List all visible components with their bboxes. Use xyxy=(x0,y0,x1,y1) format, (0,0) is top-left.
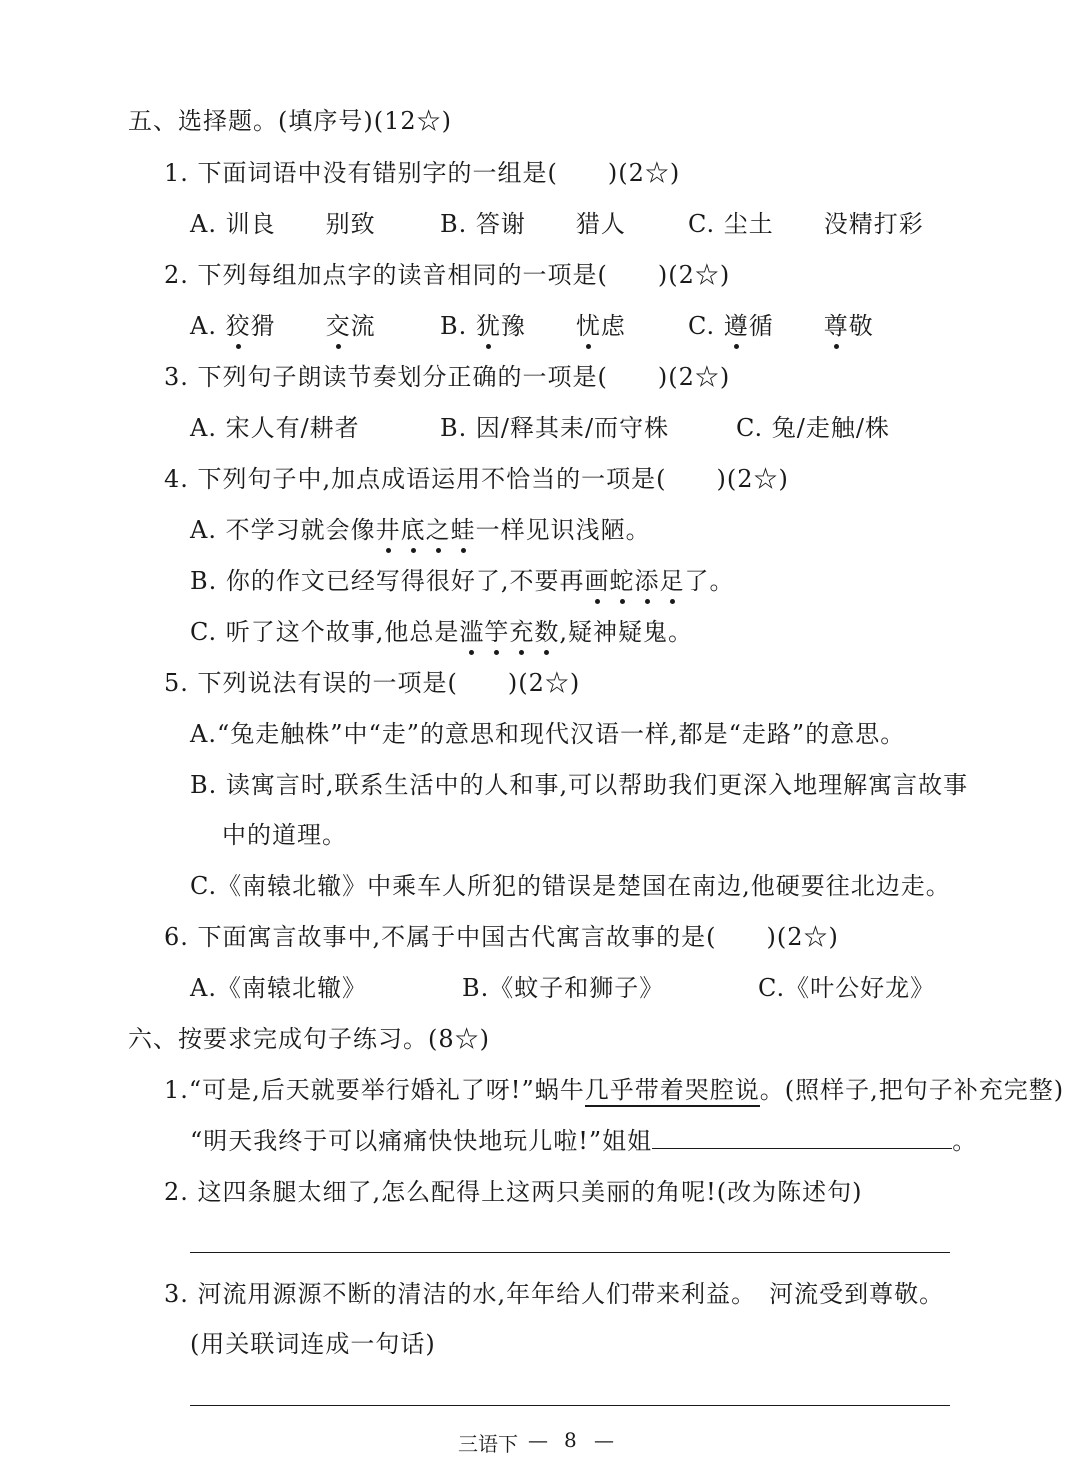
option-text: 一样见识浅陋。 xyxy=(475,516,651,544)
q6-3-answer-line[interactable] xyxy=(190,1405,950,1406)
plain-char: 敬 xyxy=(848,312,874,340)
dotted-char: 竽 xyxy=(484,615,509,649)
q5-1-option-a: A. 训良 别致 xyxy=(190,210,376,238)
q5-6-stem: 6. 下面寓言故事中,不属于中国古代寓言故事的是( )(2☆) xyxy=(164,923,839,951)
dotted-char: 数 xyxy=(534,615,559,649)
q5-4-stem: 4. 下列句子中,加点成语运用不恰当的一项是( )(2☆) xyxy=(164,465,789,493)
q5-2-option-c xyxy=(688,309,874,343)
dotted-char: 画 xyxy=(585,564,610,598)
q5-6-option-a: A.《南辕北辙》 xyxy=(190,974,367,1002)
footer-book: 三语下 xyxy=(458,1432,518,1456)
q5-5-option-c: C.《南辕北辙》中乘车人所犯的错误是楚国在南边,他硬要往北边走。 xyxy=(190,872,951,900)
plain-char: 循 xyxy=(748,312,774,340)
q6-1-exercise xyxy=(190,1124,977,1158)
q5-1-option-c: C. 尘土 没精打彩 xyxy=(688,210,924,238)
underlined-example: 几乎带着哭腔说 xyxy=(585,1076,760,1107)
dotted-char: 充 xyxy=(509,615,534,649)
q5-4-option-a xyxy=(190,513,651,547)
dotted-char: 交 xyxy=(326,309,351,343)
dotted-char: 蛙 xyxy=(451,513,476,547)
q5-3-stem: 3. 下列句子朗读节奏划分正确的一项是( )(2☆) xyxy=(164,363,731,391)
plain-char: 猾 xyxy=(250,312,276,340)
option-text: C. 听了这个故事,他总是 xyxy=(190,618,460,646)
q5-3-option-a: A. 宋人有/耕者 xyxy=(190,414,360,442)
period: 。 xyxy=(952,1127,978,1155)
option-text: 了。 xyxy=(684,567,735,595)
q6-1-exercise-text: “明天我终于可以痛痛快快地玩儿啦!”姐姐 xyxy=(190,1127,653,1155)
footer-dash: — xyxy=(594,1428,614,1452)
q5-6-option-b: B.《蚊子和狮子》 xyxy=(462,974,665,1002)
dotted-char: 尊 xyxy=(824,309,849,343)
q5-3-option-b: B. 因/释其耒/而守株 xyxy=(440,414,670,442)
q5-1-stem: 1. 下面词语中没有错别字的一组是( )(2☆) xyxy=(164,159,681,187)
q6-3-note: (用关联词连成一句话) xyxy=(190,1330,436,1358)
option-text: A. 不学习就会像 xyxy=(190,516,376,544)
q5-2-option-b xyxy=(440,309,626,343)
q6-3-stem: 3. 河流用源源不断的清洁的水,年年给人们带来利益。 河流受到尊敬。 xyxy=(164,1280,945,1308)
section-6-title: 六、按要求完成句子练习。(8☆) xyxy=(128,1025,490,1053)
q5-5-option-a: A.“兔走触株”中“走”的意思和现代汉语一样,都是“走路”的意思。 xyxy=(190,720,906,748)
q5-4-option-b xyxy=(190,564,735,598)
q5-5-stem: 5. 下列说法有误的一项是( )(2☆) xyxy=(164,669,581,697)
option-letter: A. xyxy=(190,312,226,340)
q5-2-stem: 2. 下列每组加点字的读音相同的一项是( )(2☆) xyxy=(164,261,731,289)
section-5-title: 五、选择题。(填序号)(12☆) xyxy=(128,107,452,135)
option-letter: C. xyxy=(688,312,724,340)
q5-4-option-c xyxy=(190,615,693,649)
q6-2-stem: 2. 这四条腿太细了,怎么配得上这两只美丽的角呢!(改为陈述句) xyxy=(164,1178,863,1206)
dotted-char: 蛇 xyxy=(610,564,635,598)
q5-5-option-b-cont: 中的道理。 xyxy=(222,821,347,849)
dotted-char: 忧 xyxy=(576,309,601,343)
q6-1-instruction: 。(照样子,把句子补充完整) xyxy=(759,1076,1065,1104)
plain-char: 流 xyxy=(350,312,376,340)
dotted-char: 遵 xyxy=(724,309,749,343)
plain-char: 豫 xyxy=(500,312,526,340)
option-text: ,疑神疑鬼。 xyxy=(559,618,694,646)
q5-5-option-b: B. 读寓言时,联系生活中的人和事,可以帮助我们更深入地理解寓言故事 xyxy=(190,771,969,799)
q5-6-option-c: C.《叶公好龙》 xyxy=(758,974,936,1002)
page-number: 8 xyxy=(564,1428,577,1452)
dotted-char: 添 xyxy=(635,564,660,598)
q6-1-text: 1.“可是,后天就要举行婚礼了呀!”蜗牛 xyxy=(164,1076,585,1104)
footer-dash: — xyxy=(528,1428,548,1452)
q6-2-answer-line[interactable] xyxy=(190,1252,950,1253)
dotted-char: 滥 xyxy=(459,615,484,649)
q6-1-stem xyxy=(164,1073,1064,1107)
q5-2-option-a xyxy=(190,309,376,343)
dotted-char: 井 xyxy=(376,513,401,547)
dotted-char: 之 xyxy=(426,513,451,547)
plain-char: 虑 xyxy=(600,312,626,340)
answer-blank[interactable] xyxy=(652,1126,952,1149)
dotted-char: 狡 xyxy=(226,309,251,343)
option-text: B. 你的作文已经写得很好了,不要再 xyxy=(190,567,585,595)
dotted-char: 犹 xyxy=(476,309,501,343)
dotted-char: 足 xyxy=(660,564,685,598)
dotted-char: 底 xyxy=(401,513,426,547)
q5-1-option-b: B. 答谢 猎人 xyxy=(440,210,626,238)
option-letter: B. xyxy=(440,312,476,340)
q5-3-option-c: C. 兔/走触/株 xyxy=(736,414,890,442)
